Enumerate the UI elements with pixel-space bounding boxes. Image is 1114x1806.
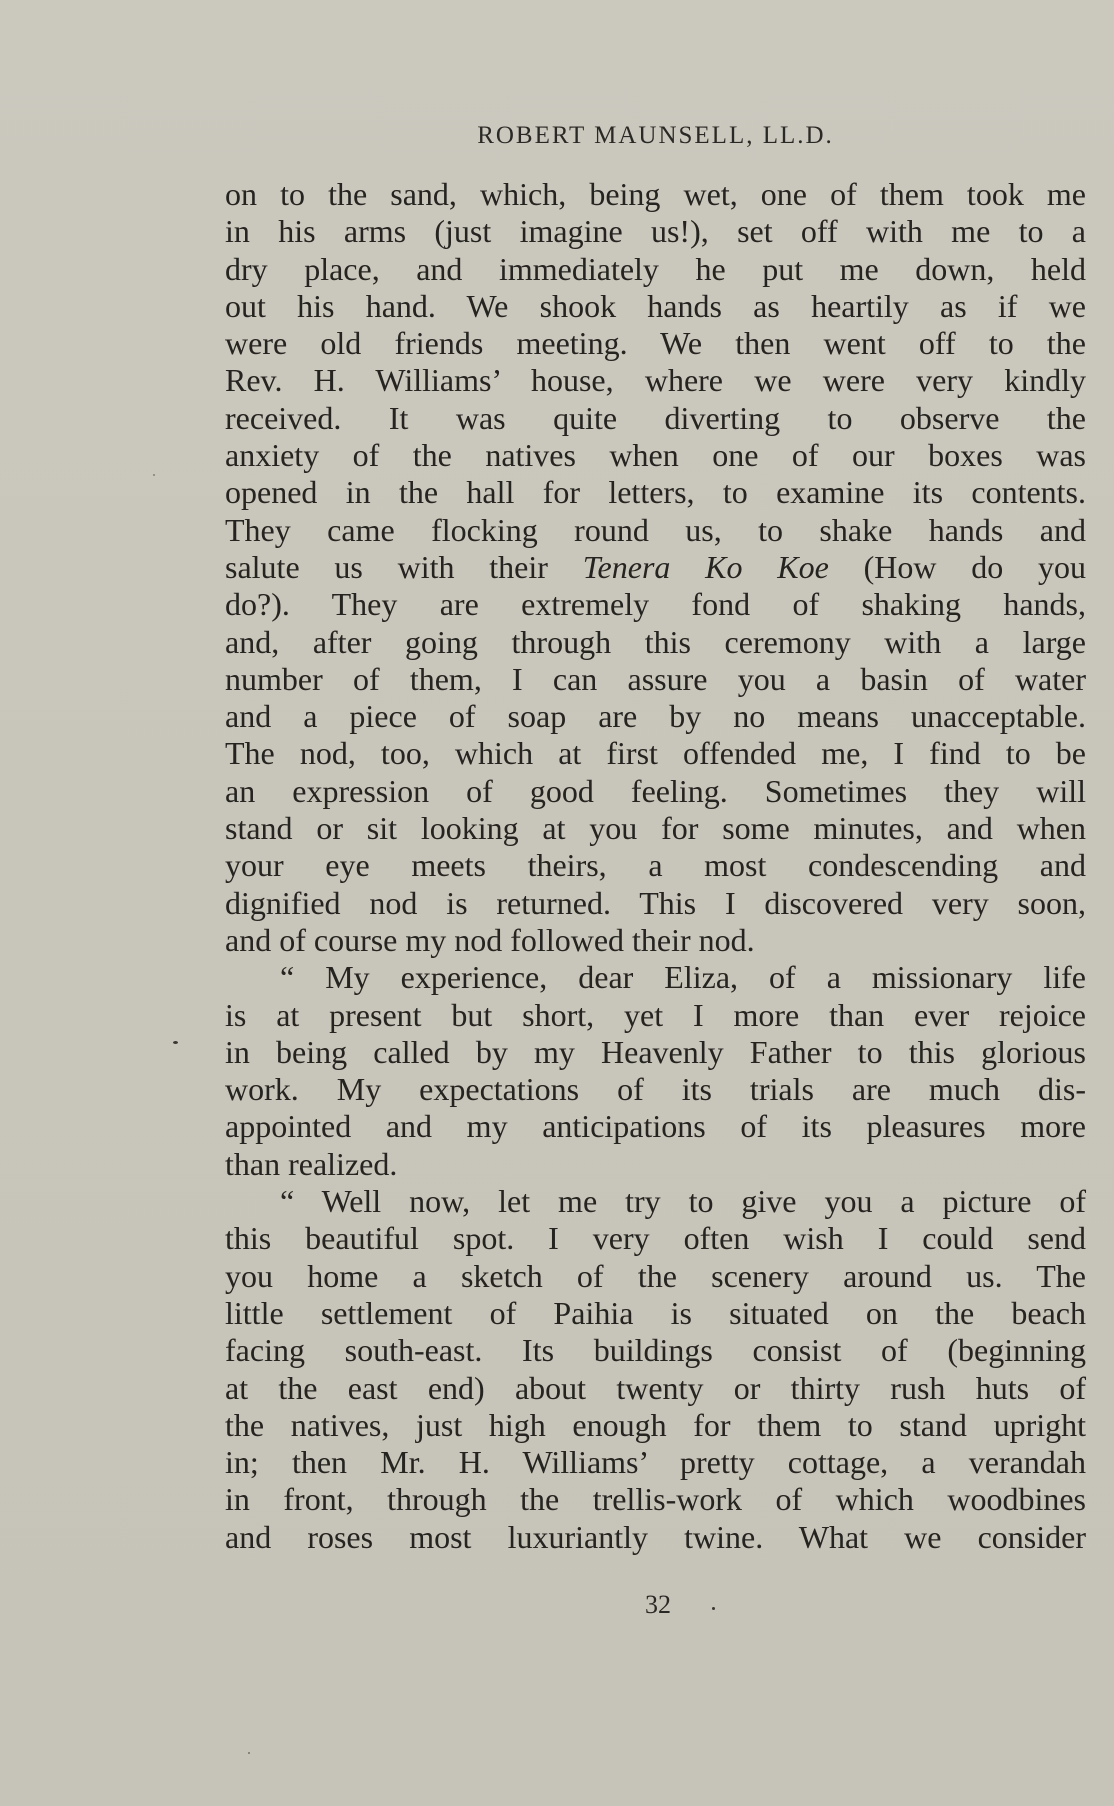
text-line: this beautiful spot. I very often wish I could send (225, 1220, 1086, 1257)
text-line: out his hand. We shook hands as heartily as if we (225, 287, 1086, 324)
text-line: Rev. H. Williams’ house, where we were very kindly (225, 362, 1086, 399)
text-segment: (How do you (828, 548, 1086, 585)
text-line: your eye meets theirs, a most condescending and (225, 847, 1086, 884)
text-line: do?). They are extremely fond of shaking hands, (225, 586, 1086, 623)
text-line: The nod, too, which at first offended me, I find to be (225, 735, 1086, 772)
text-line: facing south-east. Its buildings consist of (beginning (225, 1332, 1086, 1369)
text-line: in being called by my Heavenly Father to this glorious (225, 1033, 1086, 1070)
paragraph-end-line: and of course my nod followed their nod. (225, 921, 755, 958)
text-line: you home a sketch of the scenery around us. The (225, 1257, 1086, 1294)
text-line: were old friends meeting. We then went off to the (225, 325, 1086, 362)
text-line: and, after going through this ceremony with a large (225, 623, 1086, 660)
text-line: little settlement of Paihia is situated on the beach (225, 1294, 1086, 1331)
paragraph-start-line: “ My experience, dear Eliza, of a missionary life (280, 959, 1086, 996)
text-line: dry place, and immediately he put me down, held (225, 250, 1086, 287)
text-line: at the east end) about twenty or thirty rush huts of (225, 1369, 1086, 1406)
paper-speck (248, 1752, 250, 1754)
text-line: dignified nod is returned. This I discovered very soon, (225, 884, 1086, 921)
text-line: work. My expectations of its trials are much dis- (225, 1071, 1086, 1108)
text-line: on to the sand, which, being wet, one of them took me (225, 176, 1086, 212)
text-line: number of them, I can assure you a basin of water (225, 660, 1086, 697)
text-line: is at present but short, yet I more than ever rejoice (225, 996, 1086, 1033)
maori-greeting: Tenera Ko Koe (582, 548, 829, 585)
text-line: received. It was quite diverting to observe the (225, 399, 1086, 436)
text-line: opened in the hall for letters, to examine its contents. (225, 474, 1086, 511)
text-line: in; then Mr. H. Williams’ pretty cottage, a verandah (225, 1444, 1086, 1481)
running-head: ROBERT MAUNSELL, LL.D. (477, 122, 834, 149)
text-line: anxiety of the natives when one of our boxes was (225, 437, 1086, 474)
text-line: appointed and my anticipations of its pleasures more (225, 1108, 1086, 1145)
text-line: in front, through the trellis-work of which woodbines (225, 1481, 1086, 1518)
paper-speck (173, 1041, 178, 1044)
text-line-with-italic (225, 549, 1086, 586)
page-number: 32 (645, 1590, 671, 1619)
paper-speck (153, 474, 155, 476)
body-text (225, 176, 1086, 1556)
text-line: in his arms (just imagine us!), set off with me to a (225, 213, 1086, 250)
text-line: They came flocking round us, to shake hands and (225, 511, 1086, 548)
paragraph-start-line: “ Well now, let me try to give you a picture of (280, 1183, 1086, 1220)
paper-speck (712, 1607, 715, 1610)
text-line: and roses most luxuriantly twine. What we consider (225, 1518, 1086, 1555)
text-segment: salute us with their (225, 548, 583, 585)
text-line: an expression of good feeling. Sometimes they will (225, 772, 1086, 809)
text-line: the natives, just high enough for them to stand upright (225, 1406, 1086, 1443)
text-line: stand or sit looking at you for some minutes, and when (225, 810, 1086, 847)
paragraph-end-line: than realized. (225, 1145, 398, 1182)
text-line: and a piece of soap are by no means unacceptable. (225, 698, 1086, 735)
